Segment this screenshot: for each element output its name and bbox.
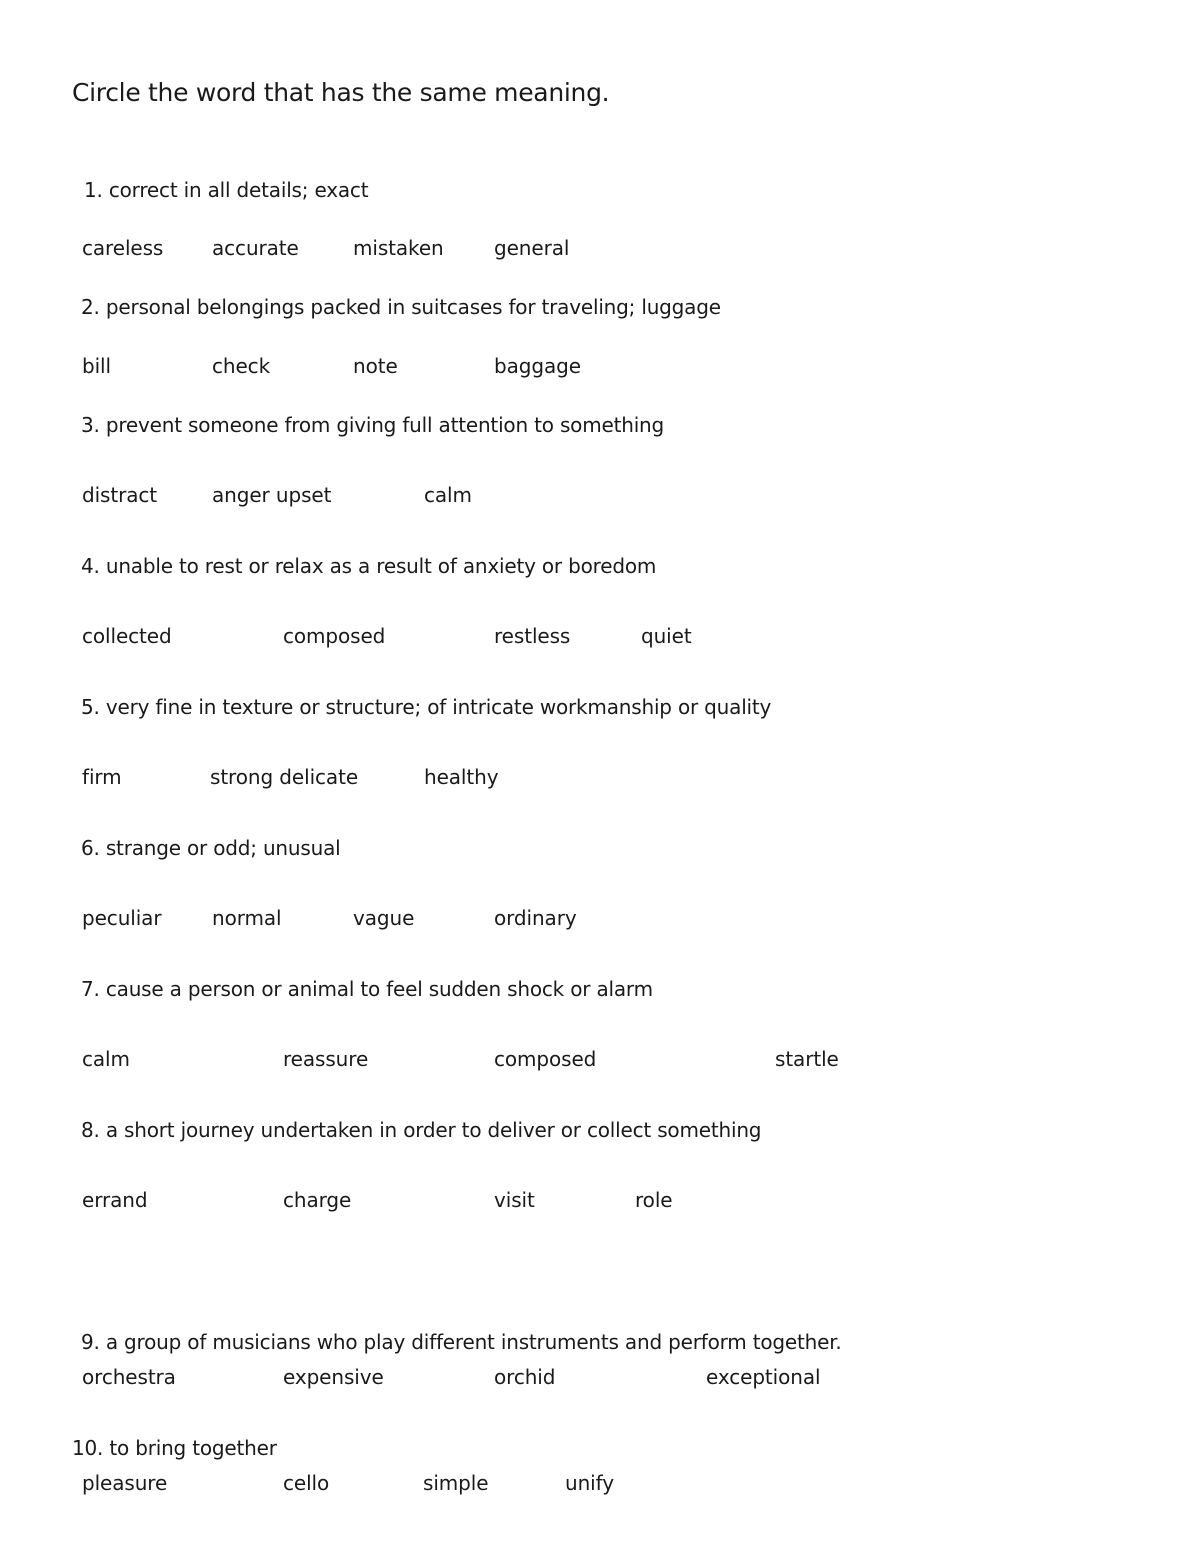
question-prompt: 1. correct in all details; exact (84, 178, 369, 202)
answer-choice[interactable]: bill (82, 354, 111, 378)
answer-choice[interactable]: charge (283, 1188, 352, 1212)
question-prompt: 7. cause a person or animal to feel sudden shock or alarm (81, 977, 653, 1001)
answer-choice[interactable]: errand (82, 1188, 148, 1212)
answer-choice[interactable]: firm (82, 765, 122, 789)
answer-choice[interactable]: healthy (424, 765, 499, 789)
worksheet-instruction: Circle the word that has the same meaning. (72, 78, 610, 107)
answer-choice[interactable]: accurate (212, 236, 299, 260)
answer-choice[interactable]: calm (82, 1047, 130, 1071)
answer-choice[interactable]: peculiar (82, 906, 162, 930)
answer-choice[interactable]: orchestra (82, 1365, 176, 1389)
answer-choice[interactable]: collected (82, 624, 172, 648)
answer-choice[interactable]: exceptional (706, 1365, 821, 1389)
answer-choice[interactable]: simple (423, 1471, 489, 1495)
answer-choice[interactable]: distract (82, 483, 158, 507)
answer-choice[interactable]: baggage (494, 354, 581, 378)
answer-choice[interactable]: startle (775, 1047, 839, 1071)
answer-choice[interactable]: careless (82, 236, 164, 260)
answer-choice[interactable]: reassure (283, 1047, 369, 1071)
answer-choice[interactable]: unify (565, 1471, 614, 1495)
answer-choice[interactable]: role (635, 1188, 673, 1212)
question-prompt: 5. very fine in texture or structure; of intricate workmanship or quality (81, 695, 772, 719)
answer-choice[interactable]: normal (212, 906, 282, 930)
answer-choice[interactable]: note (353, 354, 398, 378)
answer-choice[interactable]: check (212, 354, 271, 378)
answer-choice[interactable]: anger upset (212, 483, 332, 507)
question-prompt: 10. to bring together (72, 1436, 277, 1460)
answer-choice[interactable]: general (494, 236, 570, 260)
answer-choice[interactable]: strong delicate (210, 765, 359, 789)
question-prompt: 3. prevent someone from giving full attention to something (81, 413, 665, 437)
question-prompt: 9. a group of musicians who play different instruments and perform together. (81, 1330, 842, 1354)
answer-choice[interactable]: mistaken (353, 236, 444, 260)
answer-choice[interactable]: composed (494, 1047, 597, 1071)
answer-choice[interactable]: ordinary (494, 906, 577, 930)
answer-choice[interactable]: expensive (283, 1365, 384, 1389)
answer-choice[interactable]: restless (494, 624, 571, 648)
answer-choice[interactable]: vague (353, 906, 415, 930)
answer-choice[interactable]: composed (283, 624, 386, 648)
answer-choice[interactable]: pleasure (82, 1471, 168, 1495)
question-prompt: 6. strange or odd; unusual (81, 836, 341, 860)
question-prompt: 4. unable to rest or relax as a result of anxiety or boredom (81, 554, 657, 578)
question-prompt: 8. a short journey undertaken in order to deliver or collect something (81, 1118, 762, 1142)
answer-choice[interactable]: visit (494, 1188, 535, 1212)
question-prompt: 2. personal belongings packed in suitcases for traveling; luggage (81, 295, 721, 319)
answer-choice[interactable]: cello (283, 1471, 330, 1495)
answer-choice[interactable]: quiet (641, 624, 692, 648)
answer-choice[interactable]: orchid (494, 1365, 556, 1389)
answer-choice[interactable]: calm (424, 483, 472, 507)
